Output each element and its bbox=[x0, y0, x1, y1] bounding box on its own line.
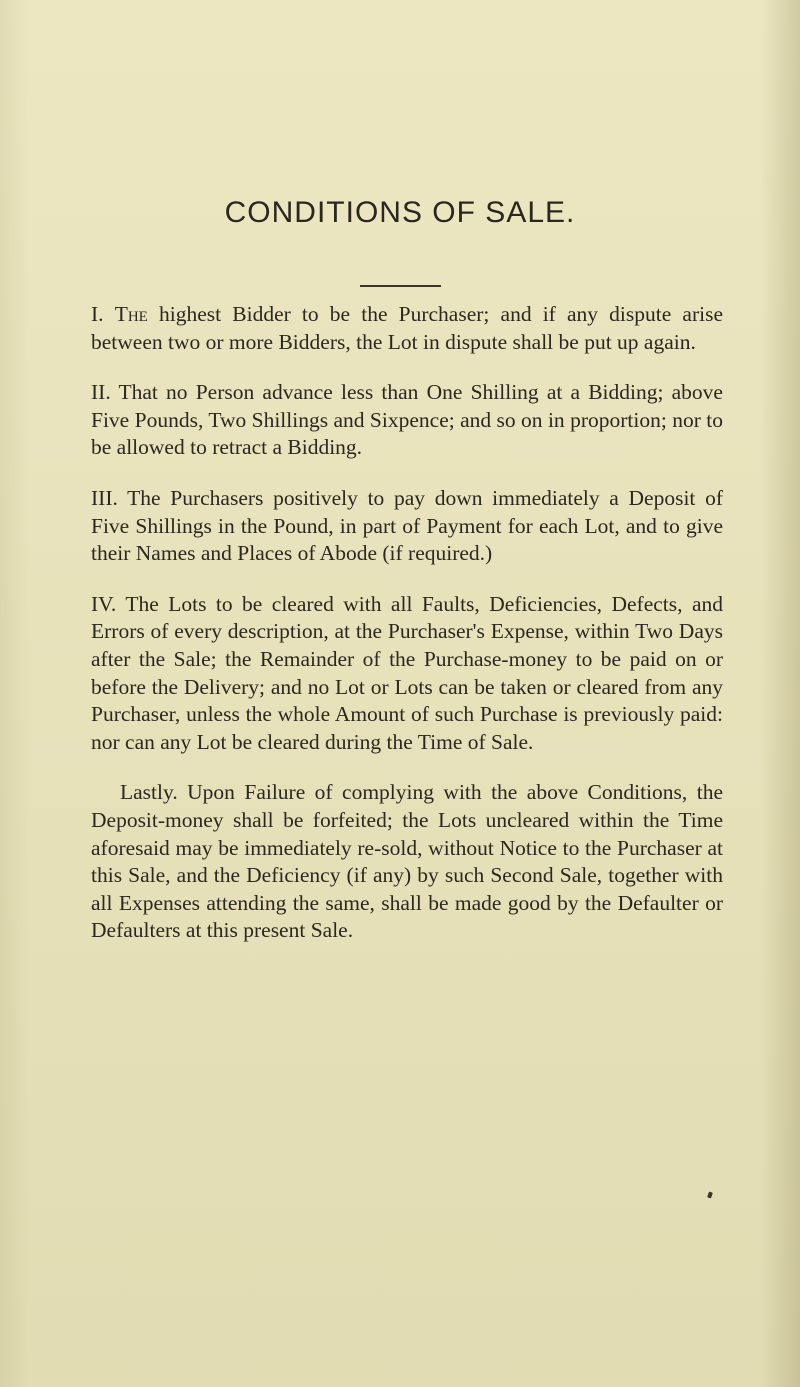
condition-4-text: The Lots to be cleared with all Faults, Deficiencies, Defects, and Errors of every description, at the Purchaser's Expense, within Two Days after the Sale; the Remainder of the Purchase-money to be paid on or before the Delivery; and no Lot or Lots can be taken or cleared from any Purchaser, unless the whole Amount of such Purchase is previously paid: nor can any Lot be cleared during the Time of Sale. bbox=[91, 591, 723, 754]
ink-speck bbox=[707, 1191, 713, 1198]
conditions-body bbox=[91, 301, 723, 968]
condition-3 bbox=[91, 485, 723, 568]
condition-3-numeral: III. bbox=[91, 485, 118, 510]
condition-2-numeral: II. bbox=[91, 380, 111, 405]
condition-lastly-text: Lastly. Upon Failure of complying with the above Conditions, the Deposit-money shall be forfeited; the Lots uncleared within the Time aforesaid may be immediately re-sold, without Notice to the Purchaser at this Sale, and the Deficiency (if any) by such Second Sale, together with all Expenses attending the same, shall be made good by the Defaulter or Defaulters at this present Sale. bbox=[91, 780, 723, 943]
condition-2-text: That no Person advance less than One Shilling at a Bidding; above Five Pounds, Two Shillings and Sixpence; and so on in proportion; nor to be allowed to retract a Bidding. bbox=[91, 380, 723, 460]
condition-1-text: highest Bidder to be the Purchaser; and if any dispute arise between two or more Bidders, the Lot in dispute shall be put up again. bbox=[91, 302, 724, 354]
condition-1-numeral: I. bbox=[91, 302, 104, 326]
page-title: CONDITIONS OF SALE. bbox=[224, 196, 576, 229]
condition-4 bbox=[91, 591, 723, 757]
title-divider bbox=[360, 285, 441, 287]
condition-1-lead-word: The bbox=[114, 302, 148, 326]
condition-3-text: The Purchasers positively to pay down immediately a Deposit of Five Shillings in the Pound, in part of Payment for each Lot, and to give their Names and Places of Abode (if required.) bbox=[91, 485, 723, 566]
condition-1 bbox=[91, 301, 723, 356]
condition-2 bbox=[91, 379, 723, 462]
condition-lastly bbox=[91, 779, 723, 945]
condition-4-numeral: IV. bbox=[91, 591, 117, 616]
